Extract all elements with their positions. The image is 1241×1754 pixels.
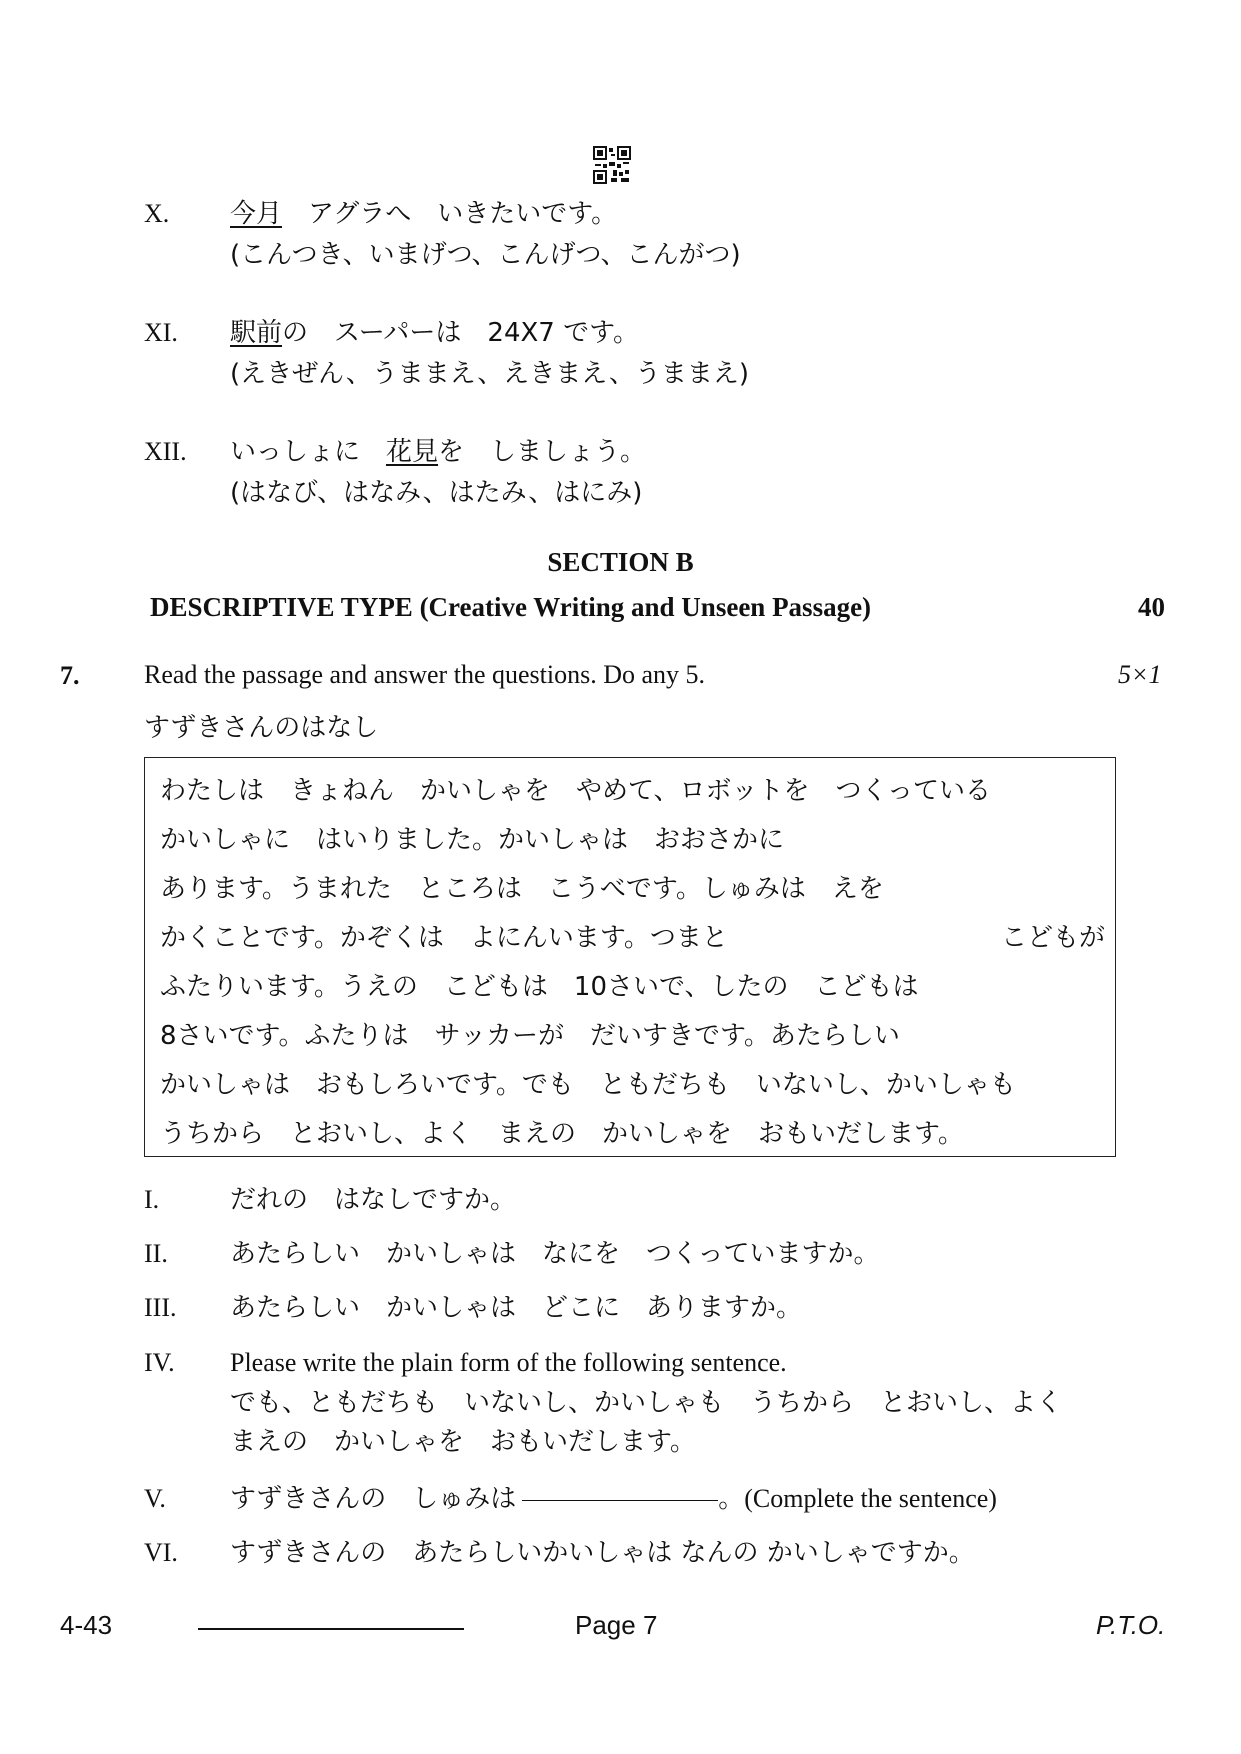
- underlined-kanji: 今月: [230, 199, 283, 229]
- sub-question-text: すずきさんの あたらしいかいしゃは なんの かいしゃですか。: [230, 1538, 975, 1568]
- underlined-kanji: 駅前: [230, 318, 283, 348]
- sub-question-number: I.: [144, 1185, 160, 1214]
- item-number: X.: [144, 199, 170, 228]
- sub-question-number: II.: [144, 1239, 168, 1268]
- item-sentence: 駅前の スーパーは 24X7 です。: [230, 318, 640, 348]
- section-title: SECTION B: [547, 547, 694, 577]
- sub-question-number: VI.: [144, 1538, 178, 1567]
- passage-title: すずきさんのはなし: [144, 713, 379, 743]
- footer-code: 4-43: [60, 1610, 113, 1640]
- question-number: 7.: [60, 661, 80, 690]
- sub-question-text: あたらしい かいしゃは なにを つくっていますか。: [230, 1239, 880, 1269]
- sub-question-sentence-line: でも、ともだちも いないし、かいしゃも うちから とおいし、よく: [230, 1388, 1063, 1418]
- item-number: XI.: [144, 318, 178, 347]
- sub-question-number: III.: [144, 1293, 177, 1322]
- sub-question-text: Please write the plain form of the following sentence.: [230, 1348, 787, 1377]
- footer-page: Page 7: [575, 1610, 658, 1640]
- item-number: XII.: [144, 437, 187, 466]
- sub-question-text: だれの はなしですか。: [230, 1185, 517, 1215]
- footer-pto: P.T.O.: [1096, 1610, 1166, 1640]
- passage-line: かくことです。かぞくは よにんいます。つまと: [160, 923, 728, 953]
- answer-blank: [522, 1500, 718, 1501]
- passage-line: あります。うまれた ところは こうべです。しゅみは えを: [160, 874, 884, 904]
- section-subtitle: DESCRIPTIVE TYPE (Creative Writing and Unseen Passage): [150, 592, 872, 622]
- qr-code-icon: [593, 146, 631, 184]
- item-sentence: いっしょに 花見を しましょう。: [230, 437, 647, 467]
- item-options: (はなび、はなみ、はたみ、はにみ): [230, 478, 643, 508]
- passage-line: ふたりいます。うえの こどもは 10さいで、したの こどもは: [160, 972, 919, 1002]
- sub-question-number: V.: [144, 1484, 166, 1513]
- question-instruction: Read the passage and answer the questions. Do any 5.: [144, 660, 706, 689]
- sub-question-number: IV.: [144, 1348, 175, 1377]
- sub-question-text: すずきさんの しゅみは 。(Complete the sentence): [230, 1484, 997, 1514]
- passage-box: [144, 757, 1116, 1157]
- footer-rule: [198, 1628, 464, 1630]
- passage-line: わたしは きょねん かいしゃを やめて、ロボットを つくっている: [160, 776, 991, 806]
- passage-line: 8さいです。ふたりは サッカーが だいすきです。あたらしい: [160, 1021, 900, 1051]
- item-options: (えきぜん、うままえ、えきまえ、うままえ): [230, 359, 749, 389]
- passage-line-right: こどもが: [1000, 923, 1105, 953]
- item-sentence: 今月 アグラへ いきたいです。: [230, 199, 618, 229]
- passage-line: うちから とおいし、よく まえの かいしゃを おもいだします。: [160, 1119, 964, 1149]
- passage-line: かいしゃに はいりました。かいしゃは おおさかに: [160, 825, 785, 855]
- question-marks: 5×1: [1118, 660, 1162, 689]
- underlined-kanji: 花見: [386, 437, 439, 467]
- section-marks: 40: [1138, 592, 1165, 622]
- sub-question-text: あたらしい かいしゃは どこに ありますか。: [230, 1293, 803, 1323]
- item-options: (こんつき、いまげつ、こんげつ、こんがつ): [230, 240, 741, 270]
- sub-question-sentence-line: まえの かいしゃを おもいだします。: [230, 1427, 696, 1457]
- passage-line: かいしゃは おもしろいです。でも ともだちも いないし、かいしゃも: [160, 1070, 1016, 1100]
